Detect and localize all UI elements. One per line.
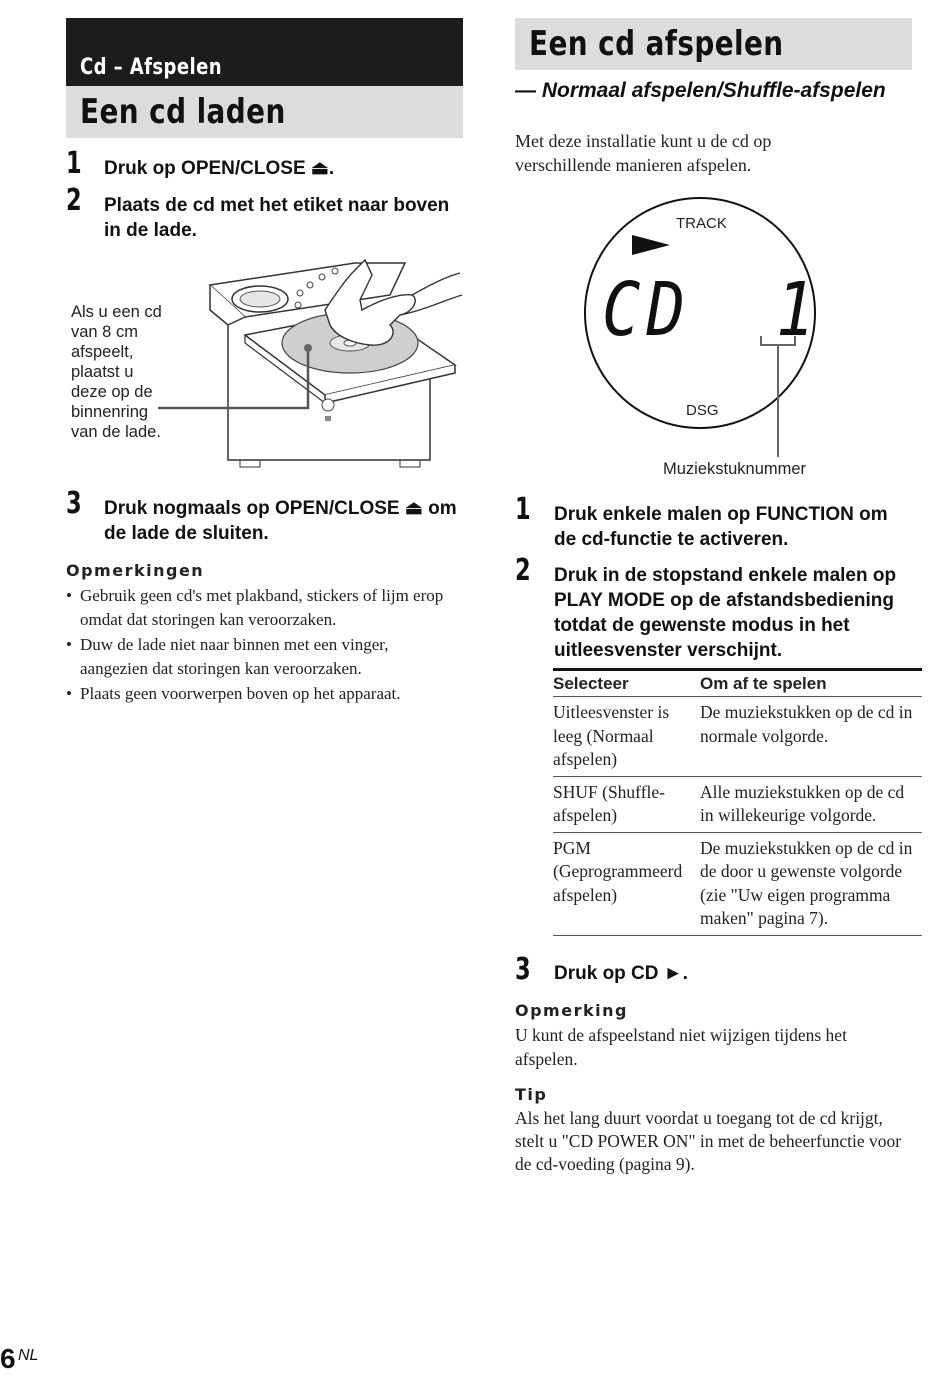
step-2-text [104,193,449,243]
play-step-2-number: 2 [515,553,531,588]
step-1-number: 1 [66,146,82,181]
step-line: Druk in de stopstand enkele malen op [554,565,897,586]
notes-heading: Opmerkingen [66,561,205,580]
page-number: 6 [0,1343,16,1374]
step-2-line-1: Plaats de cd met het etiket naar boven [104,195,450,216]
note-item [66,584,476,632]
column-header: Selecteer [553,670,700,697]
table-header-row [553,670,922,697]
step-line: de cd-functie te activeren. [554,529,789,550]
notes-list [66,584,476,707]
display-source: CD [602,267,692,354]
step-line: uitleesvenster verschijnt. [554,640,783,661]
illustration-caption [71,302,162,442]
caption-line: Als u een cd [71,303,162,321]
play-step-3-number: 3 [515,952,531,987]
page-number-suffix: NL [18,1347,39,1364]
caption-line: afspeelt, [71,343,134,361]
step-3-line-1: Druk nogmaals op OPEN/CLOSE ⏏ om [104,498,457,519]
step-2-line-2: in de lade. [104,220,197,241]
caption-line: van de lade. [71,423,161,441]
note-line: aangezien dat storingen kan veroorzaken. [80,659,362,678]
section-title-bar [515,18,912,70]
note-line: omdat dat storingen kan veroorzaken. [80,610,337,629]
cd-player-illustration [150,255,470,475]
step-1-text: Druk op OPEN/CLOSE ⏏. [104,158,335,179]
dsg-label: DSG [686,402,719,419]
step-2-number: 2 [66,183,82,218]
note-item [66,682,476,706]
note-line: • Plaats geen voorwerpen boven op het apparaat. [80,684,401,703]
section-header-bar [66,18,463,86]
section-title: Een cd afspelen [529,24,784,64]
section-title-bar [66,86,463,138]
step-3-number: 3 [66,486,82,521]
play-mode-table [553,668,922,936]
table-cell: De muziekstukken op de cd in normale volgorde. [700,697,922,777]
step-line: Druk enkele malen op FUNCTION om [554,504,888,525]
table-row [553,776,922,832]
step-line: PLAY MODE op de afstandsbediening [554,590,894,611]
table-cell: De muziekstukken op de cd in de door u gewenste volgorde (zie "Uw eigen programma maken" pagina 7). [700,832,922,935]
table-row [553,832,922,935]
caption-line: binnenring [71,403,149,421]
step-line: totdat de gewenste modus in het [554,615,850,636]
column-header: Om af te spelen [700,670,922,697]
track-label: TRACK [676,215,727,232]
note-item [66,633,476,681]
tip-text [515,1107,901,1176]
tip-line: de cd-voeding (pagina 9). [515,1154,695,1174]
tip-line: Als het lang duurt voordat u toegang tot de cd krijgt, [515,1108,883,1128]
table-cell: PGM (Geprogrammeerd afspelen) [553,832,700,935]
step-3-text [104,496,457,546]
caption-line: plaatst u [71,363,134,381]
note-line: • Duw de lade niet naar binnen met een vinger, [80,635,389,654]
note-line: • Gebruik geen cd's met plakband, stickers of lijm erop [80,586,444,605]
play-step-1-text [554,502,888,552]
section-label: Cd – Afspelen [80,55,223,80]
display-track-number: 1 [776,267,815,354]
table-cell: Alle muziekstukken op de cd in willekeurige volgorde. [700,776,922,832]
display-callout-label: Muziekstuknummer [663,460,807,478]
display-diagram [580,195,830,480]
table-cell: SHUF (Shuffle-afspelen) [553,776,700,832]
intro-line: Met deze installatie kunt u de cd op [515,131,772,151]
step-3-line-2: de lade de sluiten. [104,523,269,544]
note-line: U kunt de afspeelstand niet wijzigen tijdens het [515,1025,847,1045]
tip-line: stelt u "CD POWER ON" in met de beheerfunctie voor [515,1131,902,1151]
note-line: afspelen. [515,1049,578,1069]
note-heading: Opmerking [515,1001,628,1020]
table-row [553,697,922,777]
intro-line: verschillende manieren afspelen. [515,155,752,175]
caption-line: van 8 cm [71,323,138,341]
table-cell: Uitleesvenster is leeg (Normaal afspelen) [553,697,700,777]
section-title: Een cd laden [80,92,286,132]
intro-text [515,129,771,177]
caption-line: deze op de [71,383,153,401]
note-text [515,1023,847,1071]
play-step-3-text: Druk op CD ►. [554,963,688,984]
tip-heading: Tip [515,1085,548,1104]
play-step-2-text [554,563,896,663]
section-subtitle: — Normaal afspelen/Shuffle-afspelen [515,79,886,102]
play-step-1-number: 1 [515,492,531,527]
